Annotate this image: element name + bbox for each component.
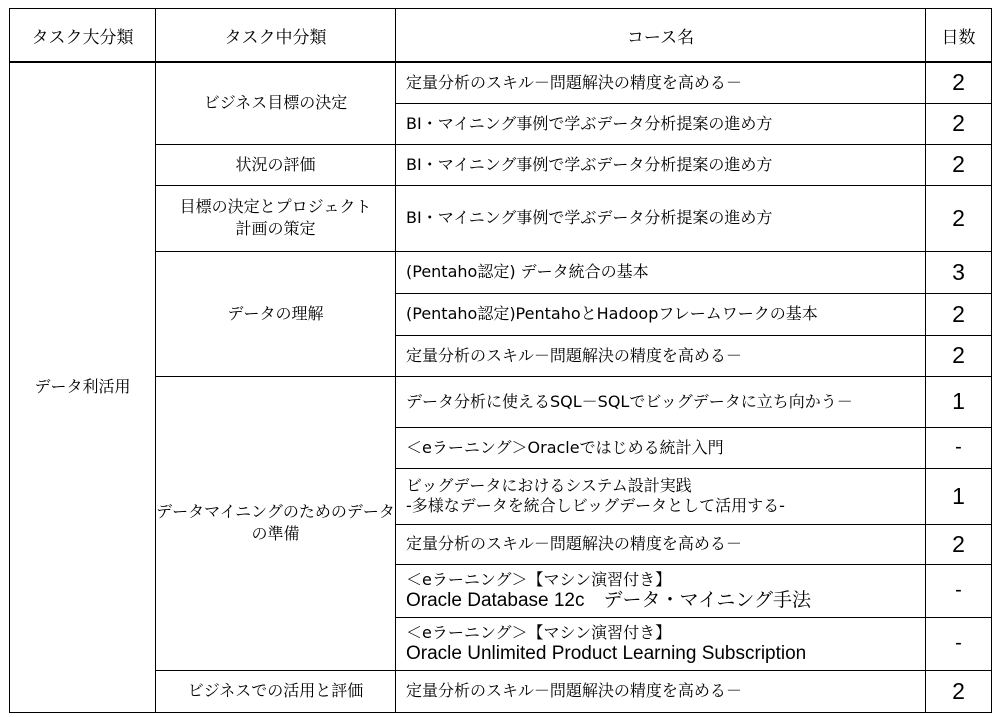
middle-category-cell: [156, 376, 396, 670]
course-name: 定量分析のスキル－問題解決の精度を高める－: [396, 670, 926, 712]
table-row: [10, 62, 992, 103]
header-major: タスク大分類: [10, 9, 156, 63]
middle-category-cell: [156, 251, 396, 376]
middle-category-label: 目標の決定とプロジェクト: [179, 197, 372, 216]
header-days: 日数: [926, 9, 992, 63]
days-value: 2: [926, 524, 992, 564]
days-value: -: [926, 564, 992, 617]
table-row: [10, 376, 992, 427]
middle-category-cell: [156, 670, 396, 712]
days-value: 2: [926, 335, 992, 376]
days-value: 2: [926, 185, 992, 251]
table-row: [10, 185, 992, 251]
course-name: (Pentaho認定)PentahoとHadoopフレームワークの基本: [396, 293, 926, 335]
table-row: [10, 670, 992, 712]
days-value: 2: [926, 293, 992, 335]
table-row: [10, 251, 992, 293]
middle-category-label: 計画の策定: [235, 219, 316, 238]
course-name: BI・マイニング事例で学ぶデータ分析提案の進め方: [396, 185, 926, 251]
middle-category-label: ビジネスでの活用と評価: [187, 681, 364, 700]
course-name: 定量分析のスキル－問題解決の精度を高める－: [396, 62, 926, 103]
course-name: 定量分析のスキル－問題解決の精度を高める－: [396, 524, 926, 564]
middle-category-label: データマイニングのためのデータ: [156, 502, 395, 521]
days-value: 2: [926, 670, 992, 712]
course-name: ビッグデータにおけるシステム設計実践 -多様なデータを統合しビッグデータとして活用する-: [396, 468, 926, 524]
major-category: データ利活用: [34, 377, 131, 397]
middle-category-label: データの理解: [227, 303, 324, 323]
course-name: 定量分析のスキル－問題解決の精度を高める－: [396, 335, 926, 376]
middle-category-label: 状況の評価: [235, 154, 316, 174]
days-value: 1: [926, 468, 992, 524]
days-value: 2: [926, 144, 992, 185]
course-name: ＜eラーニング＞【マシン演習付き】 Oracle Database 12c データ・マイニング手法: [396, 564, 926, 617]
major-category-cell: [10, 62, 156, 712]
course-name: (Pentaho認定) データ統合の基本: [396, 251, 926, 293]
middle-category-cell: [156, 185, 396, 251]
header-middle: タスク中分類: [156, 9, 396, 63]
course-name: BI・マイニング事例で学ぶデータ分析提案の進め方: [396, 103, 926, 144]
days-value: 2: [926, 62, 992, 103]
middle-category-label: ビジネス目標の決定: [203, 93, 348, 113]
days-value: -: [926, 427, 992, 468]
header-course: コース名: [396, 9, 926, 63]
course-name: データ分析に使えるSQL－SQLでビッグデータに立ち向かう－: [396, 376, 926, 427]
days-value: 1: [926, 376, 992, 427]
course-name: ＜eラーニング＞【マシン演習付き】 Oracle Unlimited Product Learning Subscription: [396, 617, 926, 670]
days-value: 2: [926, 103, 992, 144]
course-name: BI・マイニング事例で学ぶデータ分析提案の進め方: [396, 144, 926, 185]
days-value: -: [926, 617, 992, 670]
days-value: 3: [926, 251, 992, 293]
middle-category-label: の準備: [251, 524, 300, 543]
table-row: [10, 144, 992, 185]
course-table: [9, 8, 992, 713]
course-name: ＜eラーニング＞Oracleではじめる統計入門: [396, 427, 926, 468]
header-row: [10, 9, 992, 63]
middle-category-cell: [156, 144, 396, 185]
middle-category-cell: [156, 62, 396, 144]
